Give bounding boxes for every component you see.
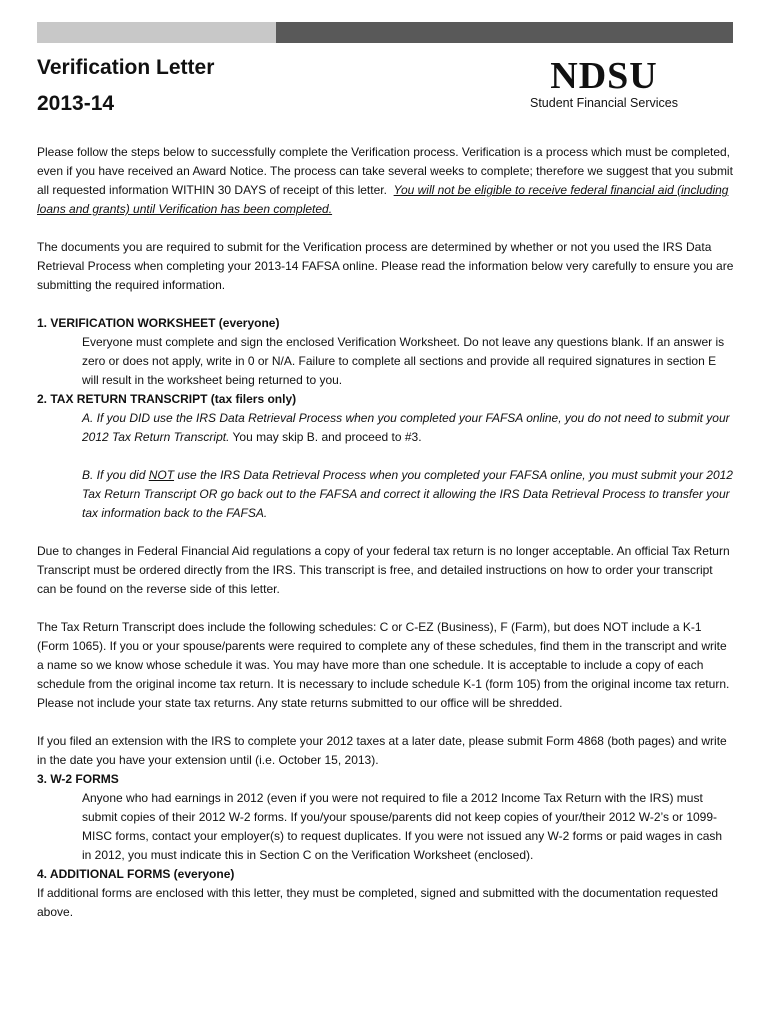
- logo-mark: NDSU: [550, 55, 658, 97]
- header-bar: [37, 22, 733, 43]
- section4-heading: 4. ADDITIONAL FORMS (everyone): [37, 867, 235, 881]
- document-year: 2013-14: [37, 92, 115, 115]
- intro-emphasis: You will not be eligible to receive federal financial aid (including loans and grants) until Verification has been completed.: [37, 183, 729, 216]
- changes-paragraph: Due to changes in Federal Financial Aid regulations a copy of your federal tax return is no longer acceptable. An official Tax Return Transcript must be ordered directly from the IRS. This transcript is free, and detailed instructions on how to order your transcript can be found on the reverse side of this letter.: [37, 544, 730, 596]
- documents-intro: The documents you are required to submit for the Verification process are determined by whether or not you used the IRS Data Retrieval Process when completing your 2013-14 FAFSA online. Please read the information below very carefully to ensure you are submitting the required information.: [37, 240, 734, 292]
- schedules-paragraph: The Tax Return Transcript does include the following schedules: C or C-EZ (Business), F (Farm), but does NOT include a K-1 (Form 1065). If you or your spouse/parents were required to complete any of these schedules, find them in the transcript and write a name so we know whose schedule it was. You may have more than one schedule. It is acceptable to include a copy of each schedule from the original income tax return. It is necessary to include schedule K-1 (form 105) from the original income tax return. Please not include your state tax returns. Any state returns submitted to our office will be shredded.: [37, 620, 730, 710]
- section2-a-plain: You may skip B. and proceed to #3.: [229, 430, 422, 444]
- section2-item-b: [37, 466, 734, 523]
- ndsu-logo: [530, 56, 678, 110]
- intro-text: Please follow the steps below to successfully complete the Verification process. Verification is a process which must be completed, even if you have received an Award Notice. The process can take several weeks to complete; therefore we suggest that you submit all requested information WITHIN 30 DAYS of receipt of this letter.: [37, 145, 733, 197]
- section2-item-a: [37, 409, 734, 447]
- section2-b-not: NOT: [148, 468, 175, 482]
- header-bar-light: [37, 22, 276, 43]
- letter-body: [37, 143, 734, 922]
- section3-heading: 3. W-2 FORMS: [37, 772, 119, 786]
- section2-b-prefix: B. If you did: [82, 468, 149, 482]
- intro-paragraph: [37, 143, 734, 219]
- section1-body: Everyone must complete and sign the enclosed Verification Worksheet. Do not leave any questions blank. If an answer is zero or does not apply, write in 0 or N/A. Failure to complete all sections and provide all required signatures in section E will result in the worksheet being returned to you.: [82, 335, 725, 387]
- document-title: Verification Letter: [37, 56, 215, 79]
- section3-body: Anyone who had earnings in 2012 (even if you were not required to file a 2012 Income Tax Return with the IRS) must submit copies of their 2012 W-2 forms. If you/your spouse/parents did not keep copies of your/their 2012 W-2’s or 1099-MISC forms, contact your employer(s) to request duplicates. If you were not issued any W-2 forms or paid wages in cash in 2012, you must indicate this in Section C on the Verification Worksheet (enclosed).: [82, 791, 723, 862]
- section2-heading: 2. TAX RETURN TRANSCRIPT (tax filers only): [37, 392, 297, 406]
- section4-body: If additional forms are enclosed with this letter, they must be completed, signed and submitted with the documentation requested above.: [37, 886, 719, 919]
- header-bar-dark: [276, 22, 733, 43]
- extension-paragraph: If you filed an extension with the IRS to complete your 2012 taxes at a later date, please submit Form 4868 (both pages) and write in the date you have your extension until (i.e. October 15, 2013).: [37, 734, 727, 767]
- section2-b-rest: use the IRS Data Retrieval Process when you completed your FAFSA online, you must submit your 2012 Tax Return Transcript OR go back out to the FAFSA and correct it allowing the IRS Data Retrieval Process to transfer your tax information back to the FAFSA.: [82, 468, 733, 520]
- section2-a-italic: A. If you DID use the IRS Data Retrieval Process when you completed your FAFSA online, you do not need to submit your 2012 Tax Return Transcript.: [82, 411, 730, 444]
- section1-heading: 1. VERIFICATION WORKSHEET (everyone): [37, 316, 280, 330]
- logo-subtitle: Student Financial Services: [530, 96, 678, 110]
